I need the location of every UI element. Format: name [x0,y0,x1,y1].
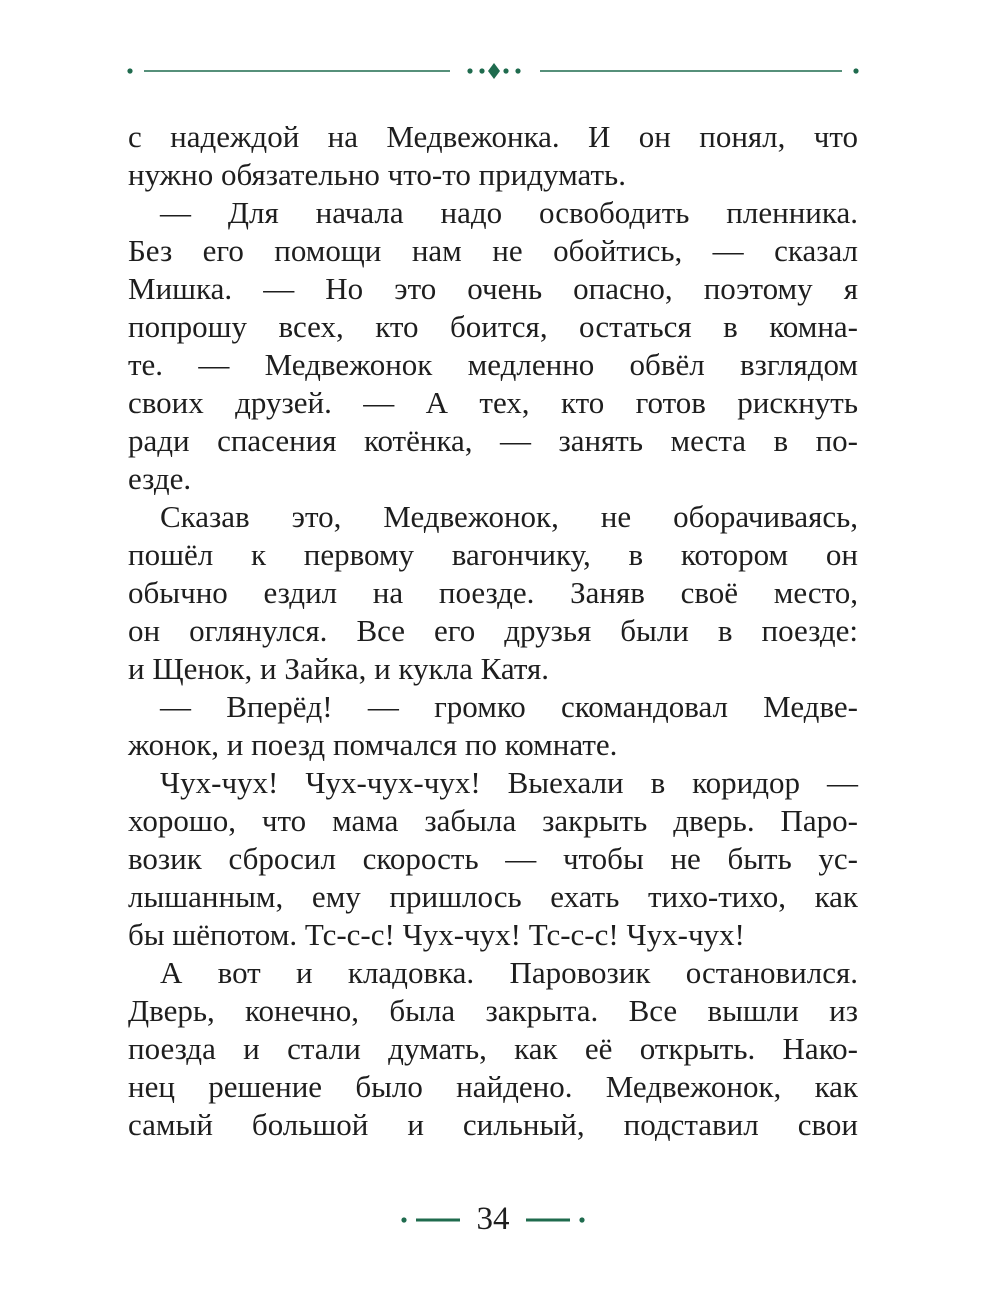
text-line: пошёл к первому вагончику, в котором он [128,537,858,572]
page-body-text [128,118,858,1144]
text-line: попрошу всех, кто боится, остаться в комна- [128,309,858,344]
top-ornament [126,60,862,82]
text-line: с надеждой на Медвежонка. И он понял, что [128,119,858,154]
text-line: возик сбросил скорость — чтобы не быть ус- [128,841,858,876]
text-line: езде. [128,461,192,496]
page-number: 34 [476,1201,510,1237]
paragraph [128,194,858,498]
paragraph [128,764,858,954]
text-line: он оглянулся. Все его друзья были в поезде: [128,613,858,648]
text-line: жонок, и поезд помчался по комнате. [128,727,618,762]
text-line: и Щенок, и Зайка, и кукла Катя. [128,651,549,686]
text-line: Сказав это, Медвежонок, не оборачиваясь, [160,499,858,534]
paragraph [128,954,858,1144]
text-line: А вот и кладовка. Паровозик остановился. [160,955,858,990]
text-line: — Для начала надо освободить пленника. [160,195,858,230]
text-line: нужно обязательно что-то придумать. [128,157,626,192]
text-line: Дверь, конечно, была закрыта. Все вышли из [128,993,858,1028]
text-line: самый большой и сильный, подставил свои [128,1107,858,1142]
text-line: нец решение было найдено. Медвежонок, как [128,1069,858,1104]
text-line: поезда и стали думать, как её открыть. Нако- [128,1031,858,1066]
text-line: Чух-чух! Чух-чух-чух! Выехали в коридор — [160,765,858,800]
text-line: лышанным, ему пришлось ехать тихо-тихо, как [128,879,858,914]
text-line: обычно ездил на поезде. Заняв своё место, [128,575,858,610]
paragraph [128,498,858,688]
text-line: те. — Медвежонок медленно обвёл взглядом [128,347,858,382]
text-line: хорошо, что мама забыла закрыть дверь. Паро- [128,803,858,838]
text-line: Мишка. — Но это очень опасно, поэтому я [128,271,858,306]
page-footer [398,1196,588,1242]
paragraph [128,118,858,194]
top-ornament-graphic [126,60,862,82]
text-line: бы шёпотом. Тс-с-с! Чух-чух! Тс-с-с! Чух-чух! [128,917,745,952]
text-line: Без его помощи нам не обойтись, — сказал [128,233,858,268]
paragraph [128,688,858,764]
text-line: своих друзей. — А тех, кто готов рискнуть [128,385,858,420]
text-line: — Вперёд! — громко скомандовал Медве- [160,689,858,724]
text-line: ради спасения котёнка, — занять места в по- [128,423,858,458]
